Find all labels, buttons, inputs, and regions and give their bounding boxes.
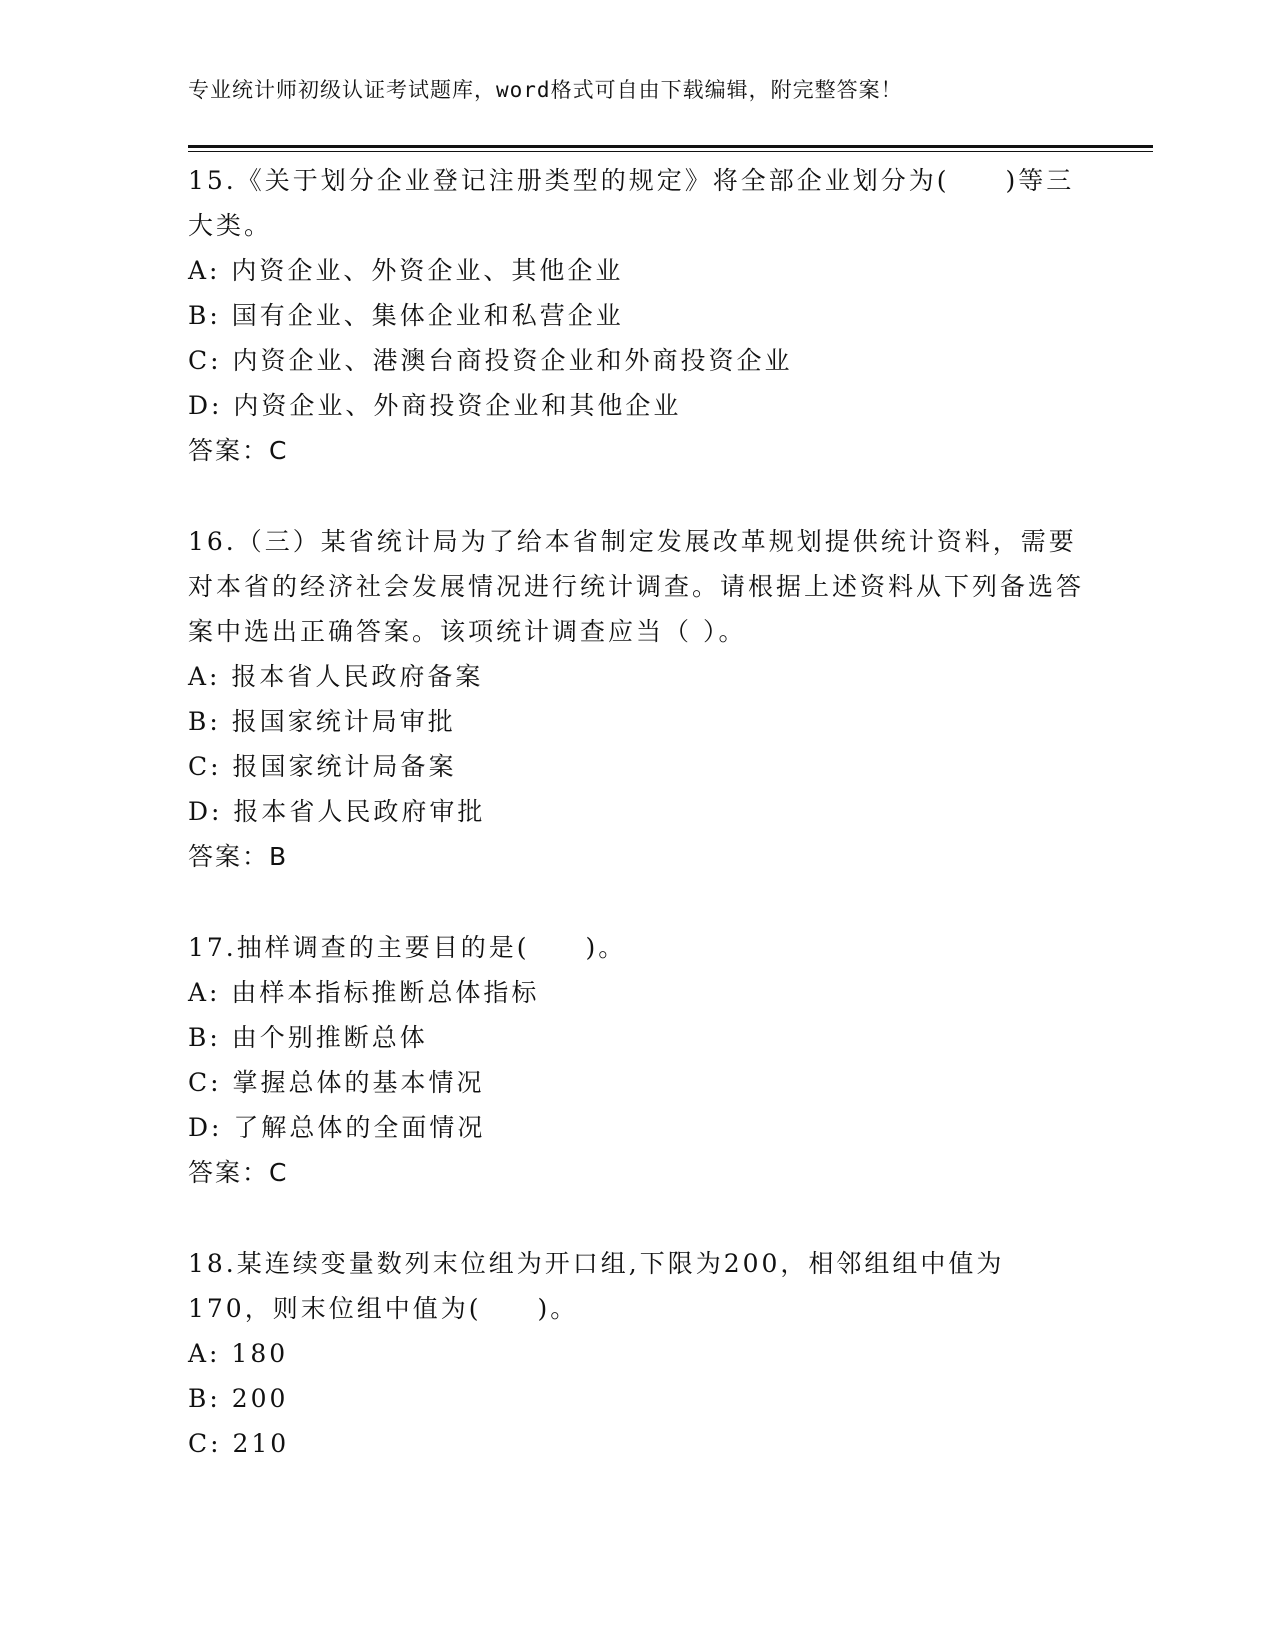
- option-a: A: 180: [188, 1339, 289, 1368]
- answer: 答案：B: [188, 842, 289, 871]
- option-b: B: 200: [188, 1384, 289, 1413]
- page-header: 专业统计师初级认证考试题库，word格式可自由下载编辑，附完整答案！: [188, 78, 903, 102]
- option-d: D: 报本省人民政府审批: [188, 797, 486, 826]
- option-c: C: 掌握总体的基本情况: [188, 1068, 485, 1097]
- question-text: 18.某连续变量数列末位组为开口组,下限为200，相邻组组中值为170，则末位组中值为( )。: [188, 1249, 1005, 1323]
- answer: 答案：C: [188, 1158, 289, 1187]
- question-list: [188, 158, 1088, 1466]
- question-text: 17.抽样调查的主要目的是( )。: [188, 933, 627, 962]
- option-c: C: 210: [188, 1429, 290, 1458]
- spacer: [188, 879, 1088, 925]
- spacer: [188, 473, 1088, 519]
- option-b: B: 报国家统计局审批: [188, 707, 456, 736]
- option-a: A: 报本省人民政府备案: [188, 662, 484, 691]
- option-a: A: 内资企业、外资企业、其他企业: [188, 256, 624, 285]
- option-c: C: 报国家统计局备案: [188, 752, 457, 781]
- question-18: [188, 1241, 1088, 1466]
- option-d: D: 内资企业、外商投资企业和其他企业: [188, 391, 682, 420]
- header-divider-thin: [188, 151, 1153, 152]
- spacer: [188, 1195, 1088, 1241]
- option-d: D: 了解总体的全面情况: [188, 1113, 486, 1142]
- option-b: B: 国有企业、集体企业和私营企业: [188, 301, 624, 330]
- header-divider-thick: [188, 145, 1153, 148]
- question-17: [188, 925, 1088, 1195]
- answer: 答案：C: [188, 436, 289, 465]
- option-b: B: 由个别推断总体: [188, 1023, 428, 1052]
- question-16: [188, 519, 1088, 879]
- question-text: 15.《关于划分企业登记注册类型的规定》将全部企业划分为( )等三大类。: [188, 166, 1075, 240]
- question-text: 16.（三）某省统计局为了给本省制定发展改革规划提供统计资料，需要对本省的经济社会发展情况进行统计调查。请根据上述资料从下列备选答案中选出正确答案。该项统计调查应当（ ）。: [188, 527, 1085, 646]
- option-a: A: 由样本指标推断总体指标: [188, 978, 540, 1007]
- question-15: [188, 158, 1088, 473]
- option-c: C: 内资企业、港澳台商投资企业和外商投资企业: [188, 346, 793, 375]
